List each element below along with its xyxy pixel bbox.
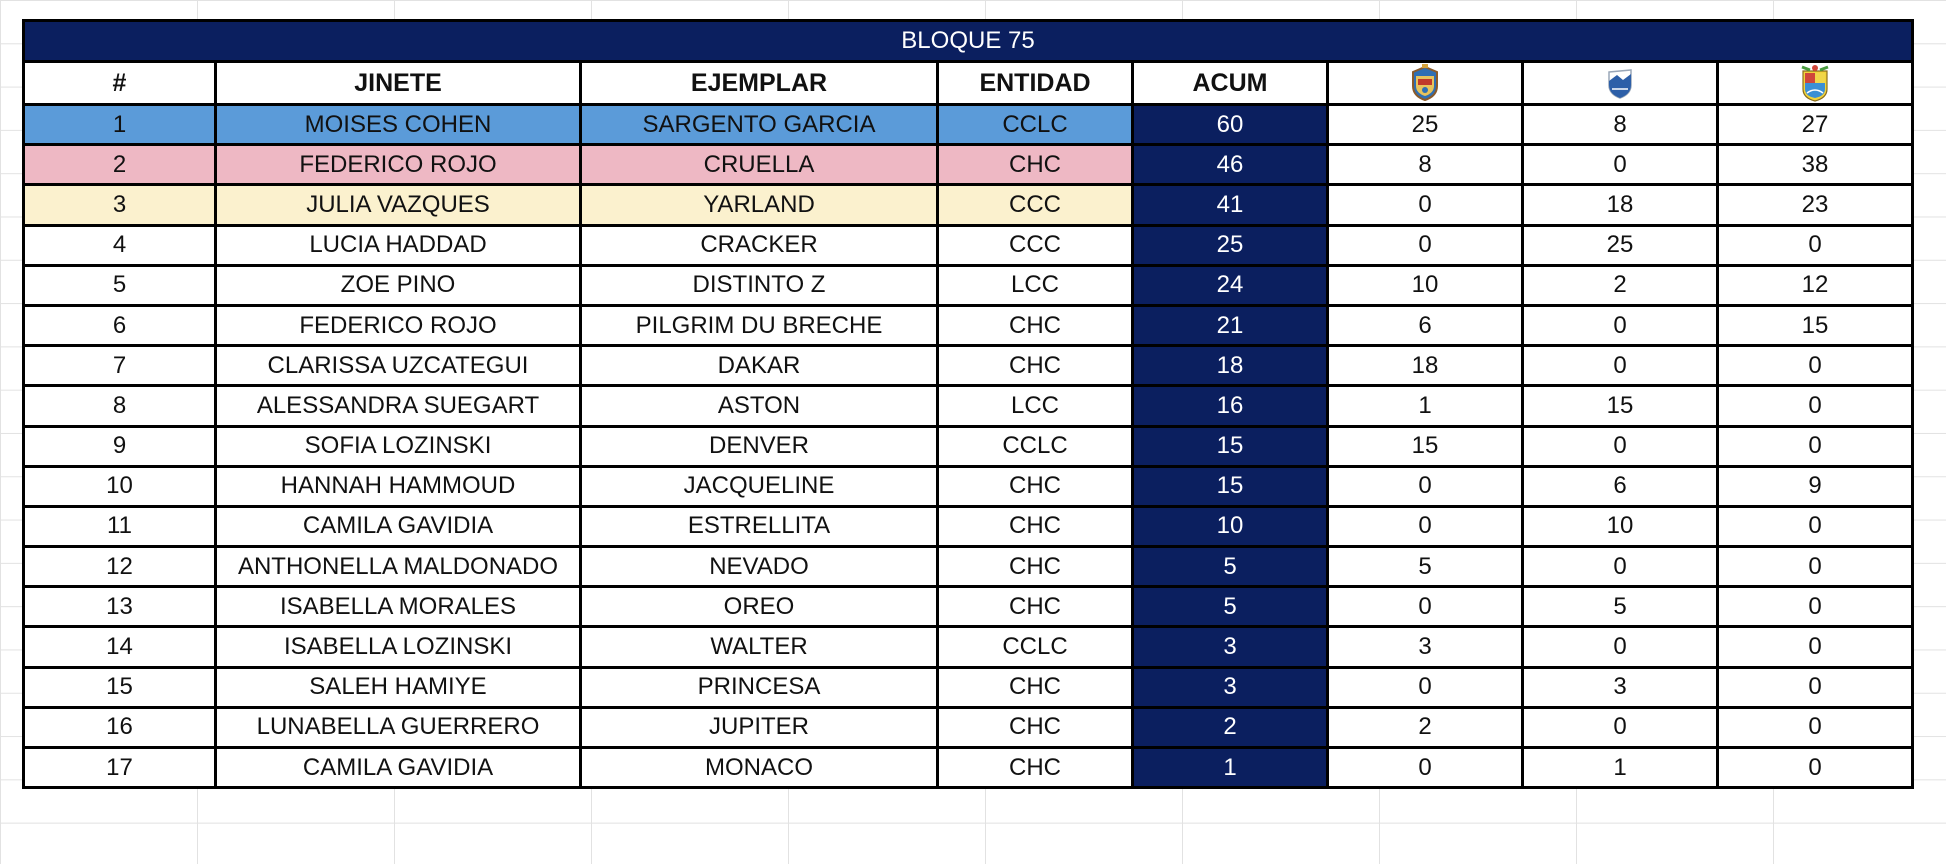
cell-score-club-shield[interactable]: 15 [1524, 387, 1716, 424]
cell-acum[interactable]: 15 [1134, 468, 1326, 505]
cell-acum[interactable]: 21 [1134, 307, 1326, 344]
cell-score-club-crest[interactable]: 25 [1329, 106, 1521, 143]
cell-score-club-crest[interactable]: 0 [1329, 588, 1521, 625]
cell-score-state[interactable]: 0 [1719, 588, 1911, 625]
cell-num[interactable]: 11 [25, 508, 214, 545]
cell-score-state[interactable]: 0 [1719, 548, 1911, 585]
cell-score-club-crest[interactable]: 18 [1329, 347, 1521, 384]
cell-score-state[interactable]: 0 [1719, 628, 1911, 665]
cell-rider[interactable]: ISABELLA MORALES [217, 588, 579, 625]
cell-num[interactable]: 15 [25, 669, 214, 706]
cell-num[interactable]: 7 [25, 347, 214, 384]
header-horse[interactable]: EJEMPLAR [582, 63, 936, 103]
cell-rider[interactable]: FEDERICO ROJO [217, 146, 579, 183]
header-entity[interactable]: ENTIDAD [939, 63, 1131, 103]
cell-acum[interactable]: 5 [1134, 548, 1326, 585]
cell-horse[interactable]: ASTON [582, 387, 936, 424]
cell-entity[interactable]: LCC [939, 267, 1131, 304]
cell-score-club-crest[interactable]: 0 [1329, 227, 1521, 264]
cell-entity[interactable]: CCLC [939, 428, 1131, 465]
first-place-row [25, 106, 1911, 143]
cell-rider[interactable]: FEDERICO ROJO [217, 307, 579, 344]
cell-entity[interactable]: CHC [939, 307, 1131, 344]
cell-horse[interactable]: PRINCESA [582, 669, 936, 706]
cell-score-club-shield[interactable]: 0 [1524, 628, 1716, 665]
table-row [25, 307, 1911, 344]
cell-score-club-shield[interactable]: 3 [1524, 669, 1716, 706]
cell-score-state[interactable]: 0 [1719, 749, 1911, 786]
table-row [25, 227, 1911, 264]
cell-score-state[interactable]: 0 [1719, 669, 1911, 706]
cell-score-state[interactable]: 27 [1719, 106, 1911, 143]
cell-horse[interactable]: JACQUELINE [582, 468, 936, 505]
cell-rider[interactable]: CAMILA GAVIDIA [217, 749, 579, 786]
cell-num[interactable]: 14 [25, 628, 214, 665]
cell-horse[interactable]: CRUELLA [582, 146, 936, 183]
cell-num[interactable]: 4 [25, 227, 214, 264]
state-coat-of-arms-icon [1798, 63, 1832, 103]
cell-acum[interactable]: 1 [1134, 749, 1326, 786]
cell-score-club-crest[interactable]: 15 [1329, 428, 1521, 465]
cell-acum[interactable]: 3 [1134, 628, 1326, 665]
cell-score-club-shield[interactable]: 0 [1524, 307, 1716, 344]
cell-rider[interactable]: MOISES COHEN [217, 106, 579, 143]
cell-horse[interactable]: SARGENTO GARCIA [582, 106, 936, 143]
cell-score-club-shield[interactable]: 10 [1524, 508, 1716, 545]
cell-horse[interactable]: DENVER [582, 428, 936, 465]
cell-rider[interactable]: SALEH HAMIYE [217, 669, 579, 706]
cell-rider[interactable]: ISABELLA LOZINSKI [217, 628, 579, 665]
cell-rider[interactable]: CLARISSA UZCATEGUI [217, 347, 579, 384]
cell-score-state[interactable]: 15 [1719, 307, 1911, 344]
cell-rider[interactable]: CAMILA GAVIDIA [217, 508, 579, 545]
cell-horse[interactable]: ESTRELLITA [582, 508, 936, 545]
cell-rider[interactable]: ALESSANDRA SUEGART [217, 387, 579, 424]
cell-rider[interactable]: HANNAH HAMMOUD [217, 468, 579, 505]
cell-score-club-shield[interactable]: 0 [1524, 709, 1716, 746]
cell-score-club-crest[interactable]: 5 [1329, 548, 1521, 585]
cell-score-state[interactable]: 38 [1719, 146, 1911, 183]
cell-score-club-shield[interactable]: 0 [1524, 548, 1716, 585]
table-row [25, 508, 1911, 545]
cell-rider[interactable]: LUNABELLA GUERRERO [217, 709, 579, 746]
cell-rider[interactable]: JULIA VAZQUES [217, 186, 579, 223]
cell-entity[interactable]: CHC [939, 588, 1131, 625]
club-shield-icon [1606, 67, 1634, 99]
cell-acum[interactable]: 60 [1134, 106, 1326, 143]
cell-num[interactable]: 5 [25, 267, 214, 304]
cell-score-club-crest[interactable]: 3 [1329, 628, 1521, 665]
cell-num[interactable]: 12 [25, 548, 214, 585]
cell-acum[interactable]: 2 [1134, 709, 1326, 746]
cell-horse[interactable]: PILGRIM DU BRECHE [582, 307, 936, 344]
table-row [25, 428, 1911, 465]
cell-score-state[interactable]: 23 [1719, 186, 1911, 223]
cell-entity[interactable]: CCLC [939, 628, 1131, 665]
cell-rider[interactable]: ANTHONELLA MALDONADO [217, 548, 579, 585]
block-title[interactable]: BLOQUE 75 [25, 22, 1911, 60]
cell-score-club-shield[interactable]: 18 [1524, 186, 1716, 223]
cell-horse[interactable]: MONACO [582, 749, 936, 786]
cell-score-state[interactable]: 0 [1719, 709, 1911, 746]
cell-horse[interactable]: NEVADO [582, 548, 936, 585]
header-row [25, 63, 1911, 103]
table-row [25, 669, 1911, 706]
cell-horse[interactable]: CRACKER [582, 227, 936, 264]
table-row [25, 709, 1911, 746]
cell-score-club-crest[interactable]: 2 [1329, 709, 1521, 746]
cell-num[interactable]: 10 [25, 468, 214, 505]
club-crest-icon [1409, 64, 1441, 102]
table-row [25, 347, 1911, 384]
cell-horse[interactable]: DISTINTO Z [582, 267, 936, 304]
table-row [25, 628, 1911, 665]
header-acum[interactable]: ACUM [1134, 63, 1326, 103]
cell-score-club-shield[interactable]: 0 [1524, 146, 1716, 183]
cell-score-club-crest[interactable]: 10 [1329, 267, 1521, 304]
cell-rider[interactable]: SOFIA LOZINSKI [217, 428, 579, 465]
standings-table [22, 19, 1914, 789]
header-club-crest[interactable] [1329, 63, 1521, 103]
table-row [25, 749, 1911, 786]
cell-entity[interactable]: CHC [939, 508, 1131, 545]
cell-entity[interactable]: CHC [939, 709, 1131, 746]
cell-num[interactable]: 9 [25, 428, 214, 465]
cell-entity[interactable]: CHC [939, 749, 1131, 786]
header-state-coat-of-arms[interactable] [1719, 63, 1911, 103]
cell-entity[interactable]: CHC [939, 347, 1131, 384]
cell-score-club-shield[interactable]: 6 [1524, 468, 1716, 505]
cell-score-club-crest[interactable]: 0 [1329, 669, 1521, 706]
cell-entity[interactable]: CHC [939, 548, 1131, 585]
cell-num[interactable]: 1 [25, 106, 214, 143]
cell-entity[interactable]: LCC [939, 387, 1131, 424]
cell-score-club-shield[interactable]: 2 [1524, 267, 1716, 304]
cell-entity[interactable]: CHC [939, 669, 1131, 706]
cell-acum[interactable]: 18 [1134, 347, 1326, 384]
cell-acum[interactable]: 10 [1134, 508, 1326, 545]
table-row [25, 548, 1911, 585]
header-num[interactable]: # [25, 63, 214, 103]
cell-acum[interactable]: 15 [1134, 428, 1326, 465]
cell-score-state[interactable]: 12 [1719, 267, 1911, 304]
table-row [25, 588, 1911, 625]
cell-score-club-crest[interactable]: 0 [1329, 749, 1521, 786]
cell-acum[interactable]: 25 [1134, 227, 1326, 264]
cell-num[interactable]: 6 [25, 307, 214, 344]
table-row [25, 468, 1911, 505]
header-rider[interactable]: JINETE [217, 63, 579, 103]
second-place-row [25, 146, 1911, 183]
cell-entity[interactable]: CHC [939, 146, 1131, 183]
cell-acum[interactable]: 5 [1134, 588, 1326, 625]
cell-score-club-shield[interactable]: 8 [1524, 106, 1716, 143]
cell-score-state[interactable]: 0 [1719, 387, 1911, 424]
cell-score-club-shield[interactable]: 5 [1524, 588, 1716, 625]
cell-acum[interactable]: 24 [1134, 267, 1326, 304]
cell-score-club-shield[interactable]: 0 [1524, 428, 1716, 465]
cell-score-club-shield[interactable]: 1 [1524, 749, 1716, 786]
cell-rider[interactable]: LUCIA HADDAD [217, 227, 579, 264]
table-row [25, 267, 1911, 304]
cell-score-club-crest[interactable]: 8 [1329, 146, 1521, 183]
cell-acum[interactable]: 3 [1134, 669, 1326, 706]
cell-acum[interactable]: 16 [1134, 387, 1326, 424]
cell-num[interactable]: 17 [25, 749, 214, 786]
cell-score-state[interactable]: 9 [1719, 468, 1911, 505]
cell-entity[interactable]: CCC [939, 186, 1131, 223]
cell-score-state[interactable]: 0 [1719, 428, 1911, 465]
cell-score-club-crest[interactable]: 6 [1329, 307, 1521, 344]
table-row [25, 387, 1911, 424]
cell-horse[interactable]: DAKAR [582, 347, 936, 384]
cell-horse[interactable]: OREO [582, 588, 936, 625]
cell-horse[interactable]: JUPITER [582, 709, 936, 746]
cell-num[interactable]: 3 [25, 186, 214, 223]
cell-score-state[interactable]: 0 [1719, 347, 1911, 384]
cell-score-club-shield[interactable]: 0 [1524, 347, 1716, 384]
cell-horse[interactable]: YARLAND [582, 186, 936, 223]
cell-score-club-crest[interactable]: 1 [1329, 387, 1521, 424]
header-club-shield[interactable] [1524, 63, 1716, 103]
cell-entity[interactable]: CCC [939, 227, 1131, 264]
third-place-row [25, 186, 1911, 223]
cell-score-state[interactable]: 0 [1719, 227, 1911, 264]
cell-score-club-crest[interactable]: 0 [1329, 186, 1521, 223]
cell-num[interactable]: 2 [25, 146, 214, 183]
cell-entity[interactable]: CHC [939, 468, 1131, 505]
cell-rider[interactable]: ZOE PINO [217, 267, 579, 304]
cell-num[interactable]: 16 [25, 709, 214, 746]
cell-score-club-shield[interactable]: 25 [1524, 227, 1716, 264]
cell-acum[interactable]: 41 [1134, 186, 1326, 223]
cell-acum[interactable]: 46 [1134, 146, 1326, 183]
cell-num[interactable]: 8 [25, 387, 214, 424]
cell-score-club-crest[interactable]: 0 [1329, 468, 1521, 505]
cell-horse[interactable]: WALTER [582, 628, 936, 665]
cell-num[interactable]: 13 [25, 588, 214, 625]
cell-entity[interactable]: CCLC [939, 106, 1131, 143]
cell-score-club-crest[interactable]: 0 [1329, 508, 1521, 545]
cell-score-state[interactable]: 0 [1719, 508, 1911, 545]
